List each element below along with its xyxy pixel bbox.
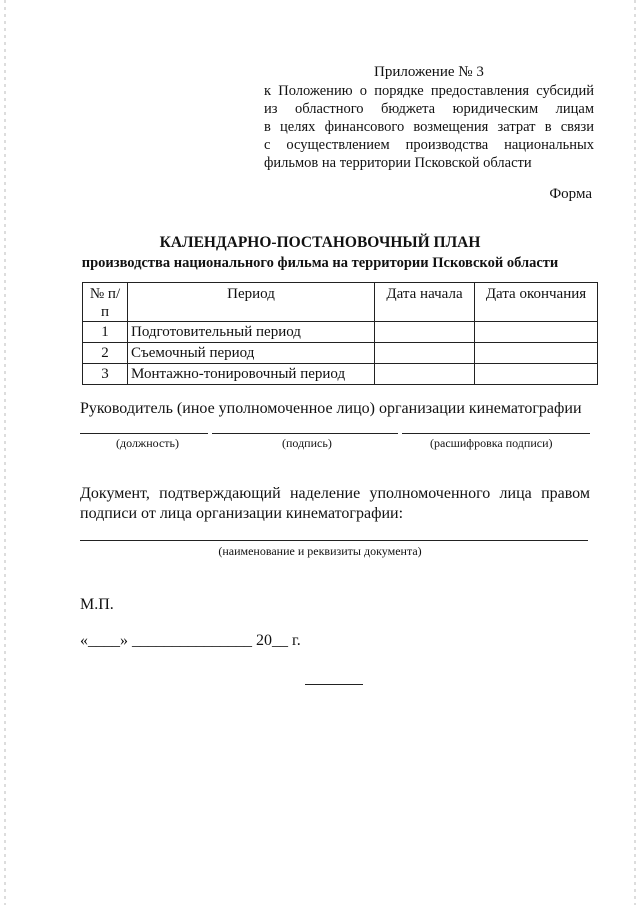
signatory-heading: Руководитель (иное уполномоченное лицо) организации кинематографии <box>80 400 582 417</box>
row-period: Съемочный период <box>128 343 375 364</box>
row-end-date-cell[interactable] <box>475 364 598 385</box>
row-period: Монтажно-тонировочный период <box>128 364 375 385</box>
position-line[interactable] <box>80 433 208 434</box>
header-period: Период <box>128 283 375 322</box>
signature-caption: (подпись) <box>282 436 332 450</box>
date-line[interactable]: «____» _______________ 20__ г. <box>80 632 301 649</box>
row-start-date-cell[interactable] <box>375 322 475 343</box>
table-row <box>83 343 598 364</box>
stamp-place: М.П. <box>80 596 114 613</box>
plan-subtitle: производства национального фильма на территории Псковской области <box>81 255 559 271</box>
row-end-date-cell[interactable] <box>475 322 598 343</box>
annex-line: к Положению о порядке предоставления субсидий <box>264 83 594 99</box>
decoding-caption: (расшифровка подписи) <box>430 436 553 450</box>
annex-reference <box>264 82 594 172</box>
header-end-date: Дата окончания <box>475 283 598 322</box>
table-header-row <box>83 283 598 322</box>
scan-edge-right <box>634 0 636 905</box>
annex-line: с осуществлением производства национальных <box>264 137 594 153</box>
end-of-document-rule <box>305 684 363 685</box>
annex-line: в целях финансового возмещения затрат в связи <box>264 119 594 135</box>
scan-edge-left <box>4 0 6 905</box>
plan-title: КАЛЕНДАРНО-ПОСТАНОВОЧНЫЙ ПЛАН <box>159 234 481 251</box>
table-row <box>83 322 598 343</box>
annex-title: Приложение № 3 <box>374 64 484 80</box>
plan-table <box>82 282 598 385</box>
authority-document-text: Документ, подтверждающий наделение уполномоченного лица правом подписи от лица организации кинематографии: <box>80 485 590 522</box>
row-number: 2 <box>83 343 128 364</box>
position-caption: (должность) <box>116 436 179 450</box>
authority-document-caption: (наименование и реквизиты документа) <box>218 544 422 558</box>
row-start-date-cell[interactable] <box>375 343 475 364</box>
row-number: 1 <box>83 322 128 343</box>
decoding-line[interactable] <box>402 433 590 434</box>
row-period: Подготовительный период <box>128 322 375 343</box>
header-number: № п/п <box>83 283 128 322</box>
signature-line[interactable] <box>212 433 398 434</box>
row-start-date-cell[interactable] <box>375 364 475 385</box>
annex-line: фильмов на территории Псковской области <box>264 155 532 171</box>
form-label: Форма <box>549 186 592 202</box>
authority-document-line[interactable] <box>80 540 588 541</box>
table-row <box>83 364 598 385</box>
header-start-date: Дата начала <box>375 283 475 322</box>
row-number: 3 <box>83 364 128 385</box>
annex-line: из областного бюджета юридическим лицам <box>264 101 594 117</box>
row-end-date-cell[interactable] <box>475 343 598 364</box>
